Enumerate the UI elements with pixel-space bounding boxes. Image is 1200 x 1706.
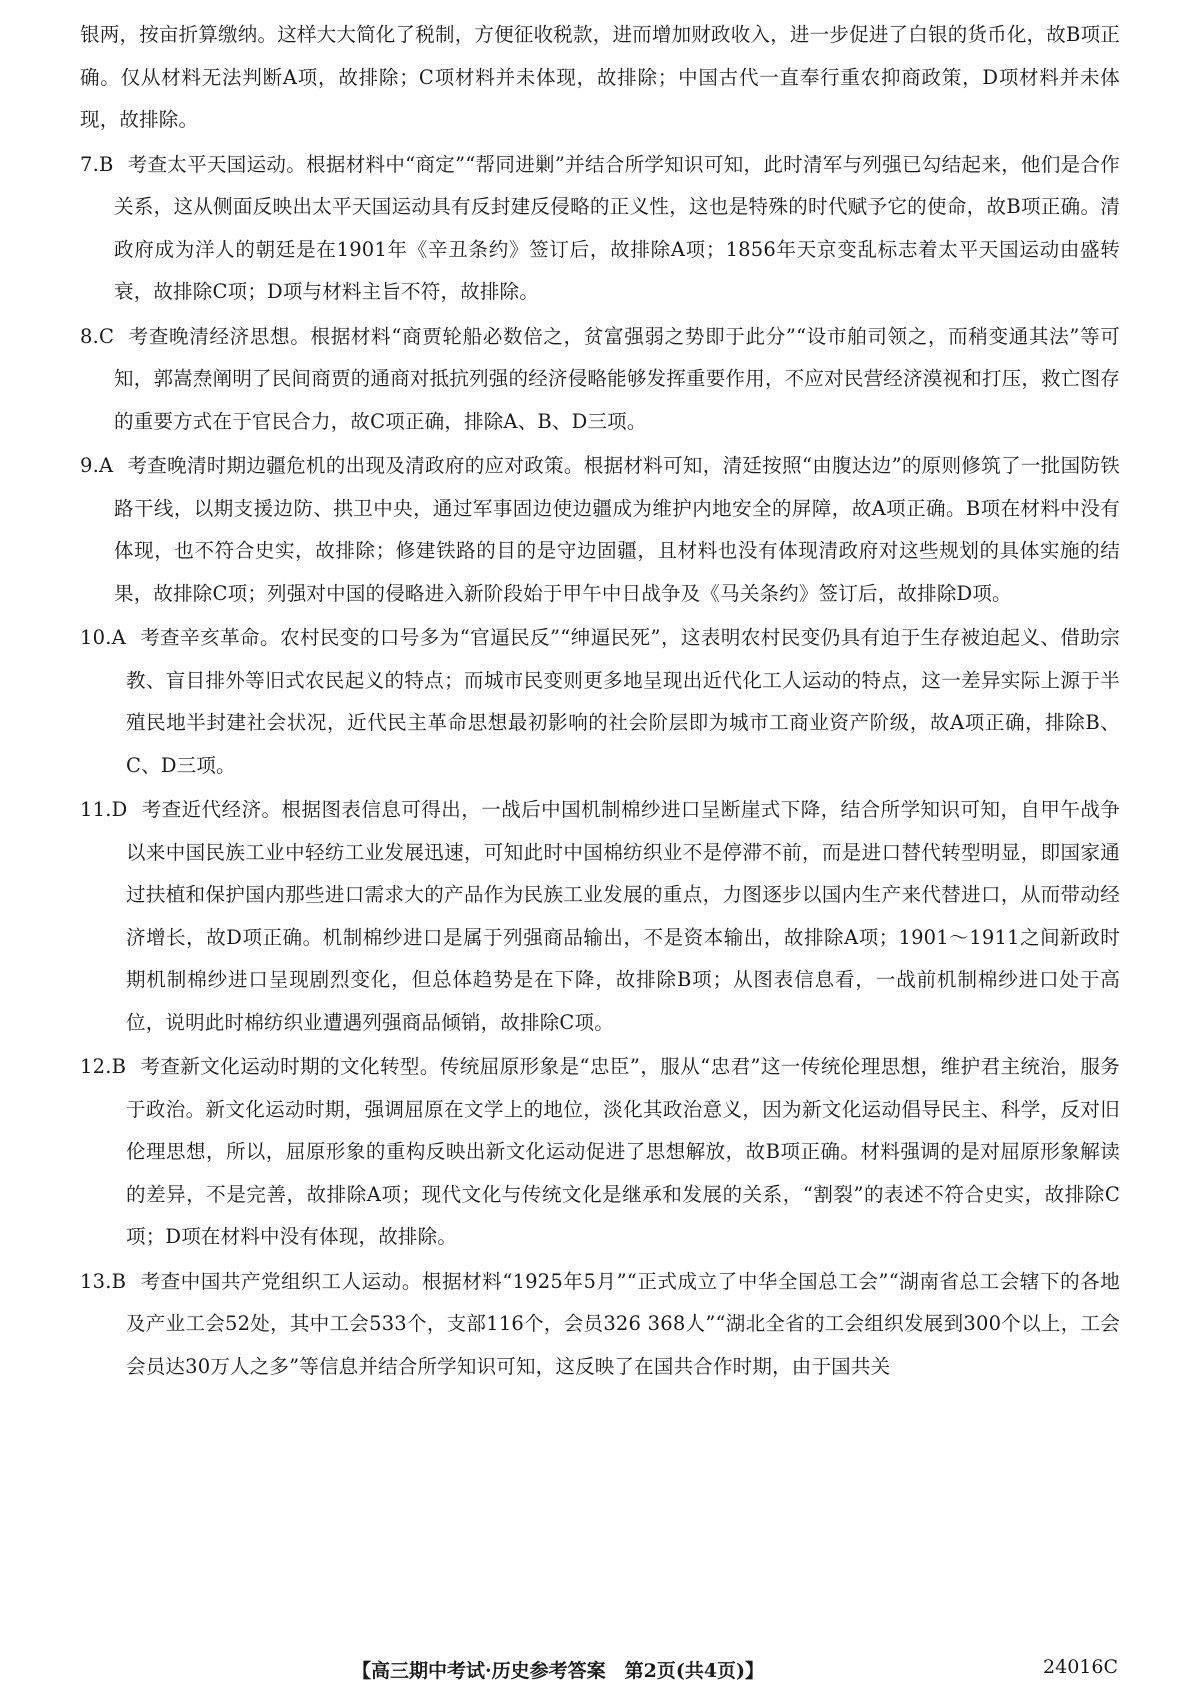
question-answer: A xyxy=(111,626,126,649)
question-explanation: 考查近代经济。根据图表信息可得出，一战后中国机制棉纱进口呈断崖式下降，结合所学知识可知，自甲午战争以来中国民族工业中轻纺工业发展迅速，可知此时中国棉纺织业不是停滞不前，而是进口替代转型明显，即国家通过扶植和保护国内那些进口需求大的产品作为民族工业发展的重点，力图逐步以国内生产来代替进口，从而带动经济增长，故D项正确。机制棉纱进口是属于列强商品输出，不是资本输出，故排除A项；1901～1911之间新政时期机制棉纱进口呈现剧烈变化，但总体趋势是在下降，故排除B项；从图表信息看，一战前机制棉纱进口处于高位，说明此时棉纺织业遭遇列强商品倾销，故排除C项。 xyxy=(126,798,1120,1034)
question-13 xyxy=(80,1261,1120,1389)
question-number: 9. xyxy=(80,454,100,477)
question-8 xyxy=(80,316,1120,444)
footer-page-info: 【高三期中考试·历史参考答案 第2页(共4页)】 xyxy=(352,1660,765,1682)
answer-content xyxy=(80,14,1120,1390)
question-explanation: 考查新文化运动时期的文化转型。传统屈原形象是“忠臣”，服从“忠君”这一传统伦理思想，维护君主统治，服务于政治。新文化运动时期，强调屈原在文学上的地位，淡化其政治意义，因为新文化运动倡导民主、科学，反对旧伦理思想，所以，屈原形象的重构反映出新文化运动促进了思想解放，故B项正确。材料强调的是对屈原形象解读的差异，不是完善，故排除A项；现代文化与传统文化是继承和发展的关系，“割裂”的表述不符合史实，故排除C项；D项在材料中没有体现，故排除。 xyxy=(126,1055,1120,1248)
footer-document-code: 24016C xyxy=(1043,1656,1118,1678)
question-number: 13. xyxy=(80,1269,112,1293)
question-number: 10. xyxy=(80,626,112,649)
question-10 xyxy=(80,617,1120,787)
question-7 xyxy=(80,144,1120,314)
question-answer: C xyxy=(99,324,115,348)
question-number: 8. xyxy=(80,324,100,348)
question-answer: B xyxy=(111,1269,127,1293)
question-answer: A xyxy=(99,454,114,477)
question-number: 11. xyxy=(80,798,112,821)
question-number: 12. xyxy=(80,1055,112,1078)
question-12 xyxy=(80,1046,1120,1259)
question-explanation: 考查辛亥革命。农村民变的口号多为“官逼民反”“绅逼民死”，这表明农村民变仍具有迫于生存被迫起义、借助宗教、盲目排外等旧式农民起义的特点；而城市民变则更多地呈现出近代化工人运动的特点，这一差异实际上源于半殖民地半封建社会状况，近代民主革命思想最初影响的社会阶层即为城市工商业资产阶级，故A项正确，排除B、C、D三项。 xyxy=(126,626,1120,777)
question-11 xyxy=(80,789,1120,1044)
question-number: 7. xyxy=(80,152,100,176)
page-footer xyxy=(0,1656,1200,1692)
question-answer: B xyxy=(99,152,114,176)
question-explanation: 考查太平天国运动。根据材料中“商定”“帮同进剿”并结合所学知识可知，此时清军与列强已勾结起来，他们是合作关系，这从侧面反映出太平天国运动具有反封建反侵略的正义性，这也是特殊的时代赋予它的使命，故B项正确。清政府成为洋人的朝廷是在1901年《辛丑条约》签订后，故排除A项；1856年天京变乱标志着太平天国运动由盛转衰，故排除C项；D项与材料主旨不符，故排除。 xyxy=(114,152,1120,303)
question-answer: B xyxy=(111,1055,127,1078)
question-answer: D xyxy=(111,798,128,821)
continued-answer-text: 银两，按亩折算缴纳。这样大大简化了税制，方便征收税款，进而增加财政收入，进一步促进了白银的货币化，故B项正确。仅从材料无法判断A项，故排除；C项材料并未体现，故排除；中国古代一直奉行重农抑商政策，D项材料并未体现，故排除。 xyxy=(80,23,1120,131)
question-9 xyxy=(80,445,1120,615)
question-explanation: 考查中国共产党组织工人运动。根据材料“1925年5月”“正式成立了中华全国总工会”“湖南省总工会辖下的各地及产业工会52处，其中工会533个，支部116个，会员326 368人”“湖北全省的工会组织发展到300个以上，工会会员达30万人之多”等信息并结合所学知识可知，这反映了在国共合作时期，由于国共关 xyxy=(126,1269,1120,1378)
question-explanation: 考查晚清经济思想。根据材料“商贾轮船必数倍之，贫富强弱之势即于此分”“设市舶司领之，而稍变通其法”等可知，郭嵩焘阐明了民间商贾的通商对抵抗列强的经济侵略能够发挥重要作用，不应对民营经济漠视和打压，救亡图存的重要方式在于官民合力，故C项正确，排除A、B、D三项。 xyxy=(114,324,1120,433)
question-explanation: 考查晚清时期边疆危机的出现及清政府的应对政策。根据材料可知，清廷按照“由腹达边”的原则修筑了一批国防铁路干线，以期支援边防、拱卫中央，通过军事固边使边疆成为维护内地安全的屏障，故A项正确。B项在材料中没有体现，也不符合史实，故排除；修建铁路的目的是守边固疆，且材料也没有体现清政府对这些规划的具体实施的结果，故排除C项；列强对中国的侵略进入新阶段始于甲午中日战争及《马关条约》签订后，故排除D项。 xyxy=(114,454,1120,605)
